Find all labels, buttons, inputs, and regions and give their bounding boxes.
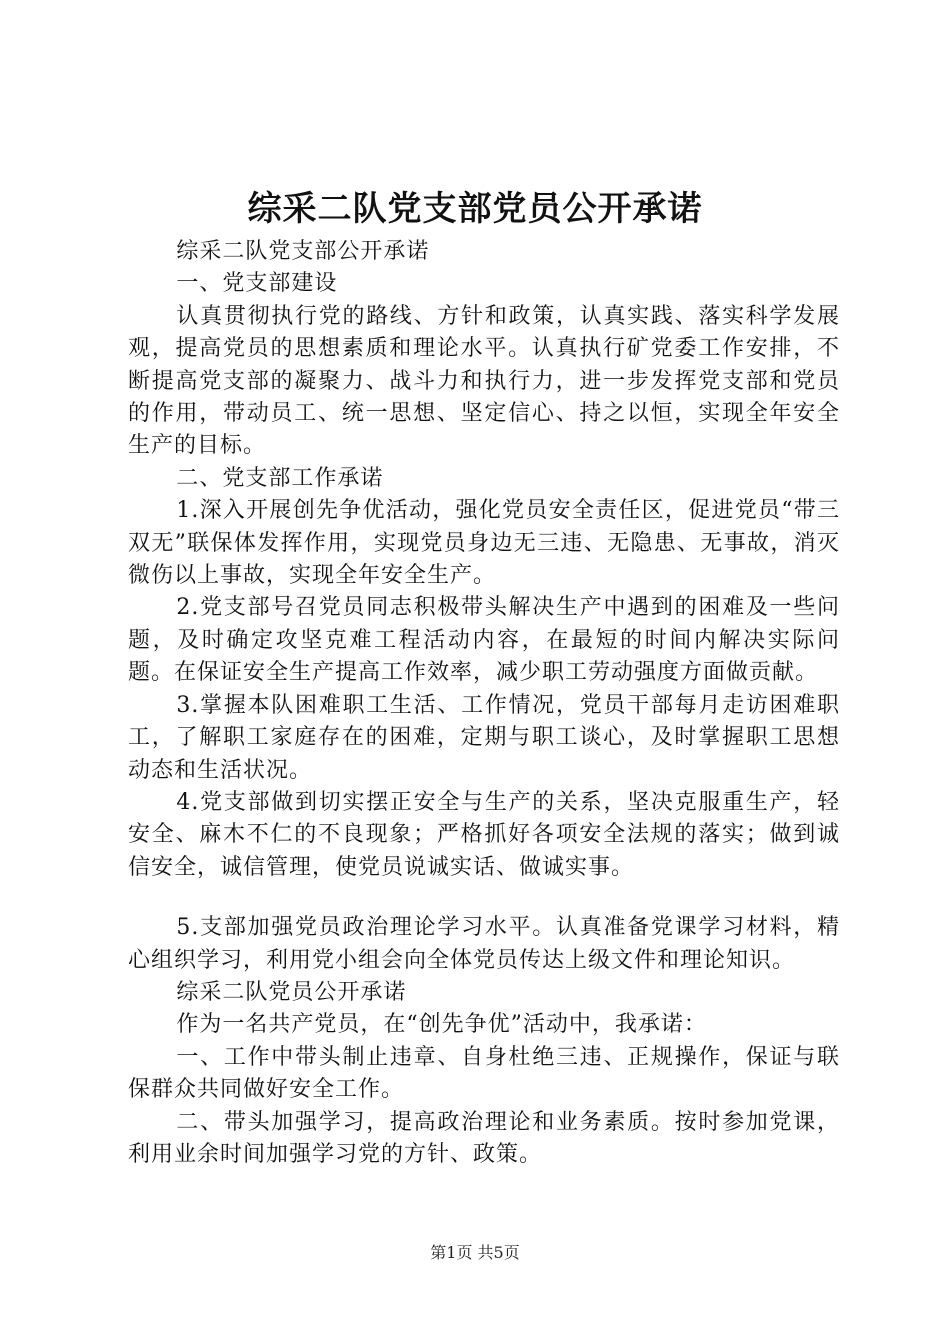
page-number-footer: 第1页 共5页 (430, 1243, 520, 1262)
document-title: 综采二队党支部党员公开承诺 (247, 189, 703, 229)
paragraph-commitment-5: 5.支部加强党员政治理论学习水平。认真准备党课学习材料，精心组织学习，利用党小组会向全体党员传达上级文件和理论知识。 (128, 915, 840, 973)
paragraph-commitment-4: 4.党支部做到切实摆正安全与生产的关系，坚决克服重生产，轻安全、麻木不仁的不良现象；严格抓好各项安全法规的落实；做到诚信安全，诚信管理，使党员说诚实话、做诚实事。 (128, 789, 840, 880)
section-heading-branch-construction: 一、党支部建设 (176, 271, 338, 297)
paragraph-commitment-3: 3.掌握本队困难职工生活、工作情况，党员干部每月走访困难职工，了解职工家庭存在的困难，定期与职工谈心，及时掌握职工思想动态和生活状况。 (128, 692, 840, 783)
paragraph-commitment-2: 2.党支部号召党员同志积极带头解决生产中遇到的困难及一些问题，及时确定攻坚克难工程活动内容，在最短的时间内解决实际问题。在保证安全生产提高工作效率，减少职工劳动强度方面做贡献。 (128, 595, 840, 686)
paragraph-member-intro: 作为一名共产党员，在“创先争优”活动中，我承诺： (176, 1012, 707, 1038)
paragraph-member-commitment-1: 一、工作中带头制止违章、自身杜绝三违、正规操作，保证与联保群众共同做好安全工作。 (128, 1044, 840, 1103)
section-heading-party-branch-commitment: 综采二队党支部公开承诺 (176, 239, 430, 264)
paragraph-member-commitment-2: 二、带头加强学习，提高政治理论和业务素质。按时参加党课，利用业余时间加强学习党的方针、政策。 (128, 1109, 840, 1167)
section-heading-work-commitment: 二、党支部工作承诺 (176, 465, 384, 491)
paragraph-branch-construction: 认真贯彻执行党的路线、方针和政策，认真实践、落实科学发展观，提高党员的思想素质和理论水平。认真执行矿党委工作安排，不断提高党支部的凝聚力、战斗力和执行力，进一步发挥党支部和党员的作用，带动员工、统一思想、坚定信心、持之以恒，实现全年安全生产的目标。 (128, 303, 840, 459)
section-heading-member-commitment: 综采二队党员公开承诺 (176, 979, 407, 1005)
document-body (128, 236, 840, 1171)
paragraph-commitment-1: 1.深入开展创先争优活动，强化党员安全责任区，促进党员“带三双无”联保体发挥作用，实现党员身边无三违、无隐患、无事故，消灭微伤以上事故，实现全年安全生产。 (128, 498, 840, 589)
